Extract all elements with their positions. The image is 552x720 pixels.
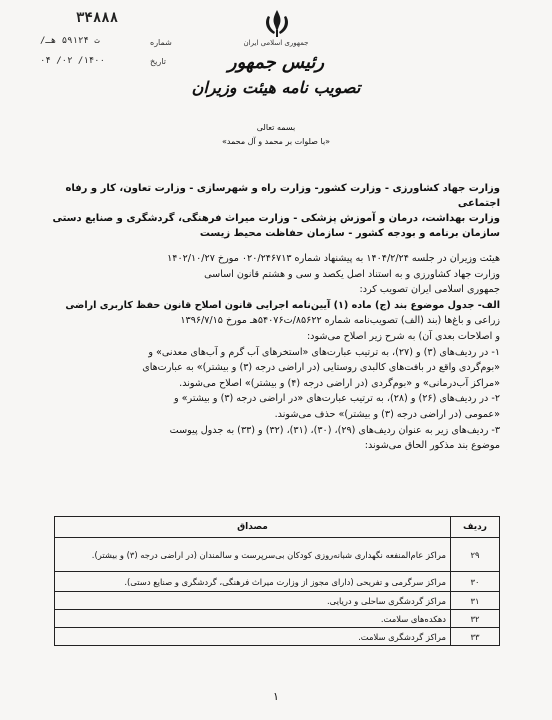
table-row bbox=[55, 592, 500, 610]
approval-title: تصویب نامه هیئت وزیران bbox=[191, 78, 361, 97]
recipient-line: وزارت جهاد کشاورزی - وزارت کشور- وزارت راه و شهرسازی - وزارت تعاون، کار و رفاه اجتماعی bbox=[65, 183, 500, 209]
reference-label: شماره bbox=[150, 38, 172, 47]
president-title: رئیس جمهور bbox=[227, 52, 325, 73]
column-header-row: ردیف bbox=[451, 517, 500, 538]
body-line: «بوم‌گردی واقع در بافت‌های کالبدی روستایی (در اراضی درجه (۳) و بیشتر)» به عبارت‌های bbox=[142, 362, 500, 374]
body-line: الف- جدول موضوع بند (ج) ماده (۱) آیین‌نامه اجرایی قانون اصلاح قانون حفظ کاربری اراضی bbox=[65, 299, 500, 311]
row-text: مراکز گردشگری ساحلی و دریایی. bbox=[55, 592, 451, 610]
row-text: مراکز سرگرمی و تفریحی (دارای مجوز از وزارت میراث فرهنگی، گردشگری و صنایع دستی). bbox=[55, 572, 451, 592]
table-row bbox=[55, 628, 500, 646]
body-line: جمهوری اسلامی ایران تصویب کرد: bbox=[359, 284, 500, 296]
row-number: ۳۰ bbox=[451, 572, 500, 592]
table-row bbox=[55, 538, 500, 572]
table-row bbox=[55, 610, 500, 628]
body-line: و اصلاحات بعدی آن) به شرح زیر اصلاح می‌شود: bbox=[306, 330, 500, 342]
row-number: ۳۲ bbox=[451, 610, 500, 628]
row-text: مراکز گردشگری سلامت. bbox=[55, 628, 451, 646]
republic-title: جمهوری اسلامی ایران bbox=[243, 39, 309, 47]
recipients bbox=[30, 181, 500, 241]
body-line: موضوع بند مذکور الحاق می‌شوند: bbox=[364, 440, 500, 452]
recipient-line: سازمان برنامه و بودجه کشور - سازمان حفاظت محیط زیست bbox=[199, 228, 500, 239]
table-row bbox=[55, 572, 500, 592]
salawat: «با صلوات بر محمد و آل محمد» bbox=[221, 137, 331, 146]
body-line: هیئت وزیران در جلسه ۱۴۰۴/۲/۲۴ به پیشنهاد شماره ۰۲۰/۲۴۶۷۱۳ مورخ ۱۴۰۲/۱۰/۲۷ bbox=[167, 253, 500, 264]
amendment-table bbox=[54, 516, 500, 646]
body-line: وزارت جهاد کشاورزی و به استناد اصل یکصد و سی و هشتم قانون اساسی bbox=[204, 268, 500, 280]
reference-line: /ت ۵۹۱۲۴ هـ bbox=[40, 36, 100, 46]
reference-number: ٣۴٨٨٨ bbox=[76, 10, 119, 26]
column-header-example: مصداق bbox=[55, 517, 451, 538]
row-number: ۲۹ bbox=[451, 538, 500, 572]
date-label: تاریخ bbox=[150, 57, 166, 66]
decree-body bbox=[30, 251, 500, 454]
bismillah: بسمه تعالی bbox=[256, 123, 296, 132]
recipient-line: وزارت بهداشت، درمان و آموزش پزشکی - وزارت میراث فرهنگی، گردشگری و صنایع دستی bbox=[52, 213, 500, 224]
row-number: ۳۳ bbox=[451, 628, 500, 646]
body-line: ۱- در ردیف‌های (۳) و (۲۷)، به ترتیب عبارت‌های «استخرهای آب گرم و آب‌های معدنی» و bbox=[148, 346, 500, 358]
body-line: ۳- ردیف‌های زیر به عنوان ردیف‌های (۲۹)، (۳۰)، (۳۱)، (۳۲) و (۳۳) به جدول پیوست bbox=[169, 424, 500, 436]
reference-date: ۰۴ /۰۲ /۱۴۰۰ bbox=[40, 56, 106, 66]
row-number: ۳۱ bbox=[451, 592, 500, 610]
row-text: مراکز عام‌المنفعه نگهداری شبانه‌روزی کودکان بی‌سرپرست و سالمندان (در اراضی درجه (۳) و بیشتر). bbox=[55, 538, 451, 572]
table-header-row bbox=[55, 517, 500, 538]
body-line: ۲- در ردیف‌های (۲۶) و (۲۸)، به ترتیب عبارت‌های «در اراضی درجه (۳) و بیشتر» و bbox=[173, 393, 500, 405]
page-number: ۱ bbox=[273, 690, 279, 703]
body-line: «مراکز آب‌درمانی» و «بوم‌گردی (در اراضی درجه (۴) و بیشتر)» اصلاح می‌شوند. bbox=[179, 377, 500, 389]
body-line: «عمومی (در اراضی درجه (۳) و بیشتر)» حذف می‌شوند. bbox=[274, 408, 500, 420]
iran-emblem-icon bbox=[260, 8, 294, 38]
row-text: دهکده‌های سلامت. bbox=[55, 610, 451, 628]
body-line: زراعی و باغ‌ها (بند (الف) تصویب‌نامه شماره ۸۵۶۲۲/ت۵۴۰۷۶هـ مورخ ۱۳۹۶/۷/۱۵ bbox=[180, 315, 500, 327]
